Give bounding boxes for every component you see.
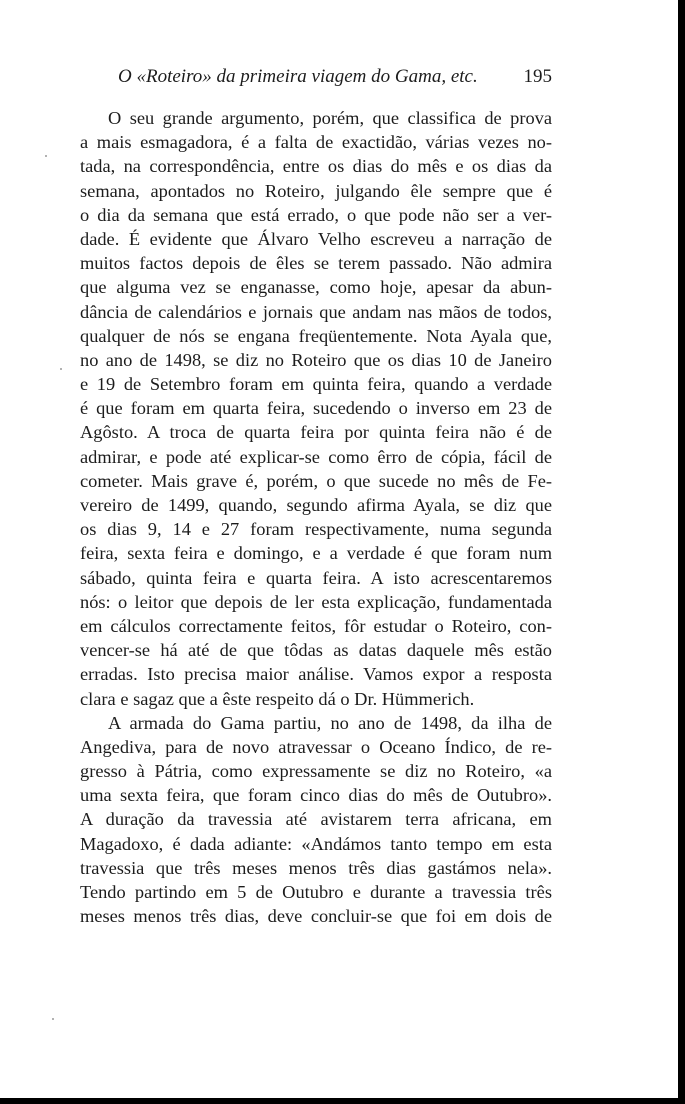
- text-line: que alguma vez se enganasse, como hoje, apesar da abun-: [80, 277, 552, 298]
- text-line: dade. É evidente que Álvaro Velho escreveu a narração de: [80, 228, 552, 249]
- scan-speck: [45, 155, 47, 157]
- text-line: gresso à Pátria, como expressamente se diz no Roteiro, «a: [80, 761, 552, 782]
- text-line: clara e sagaz que a êste respeito dá o Dr. Hümmerich.: [80, 688, 475, 709]
- page-number: 195: [523, 66, 552, 87]
- body-text: [80, 106, 552, 928]
- paragraph-1: [80, 106, 552, 711]
- text-line: a mais esmagadora, é a falta de exactidão, várias vezes no-: [80, 132, 552, 153]
- paragraph-2: [80, 711, 552, 929]
- text-line: travessia que três meses menos três dias gastámos nela».: [80, 857, 552, 878]
- text-line: O seu grande argumento, porém, que classifica de prova: [108, 108, 552, 128]
- text-line: feira, sexta feira e domingo, e a verdade é que foram num: [80, 543, 552, 564]
- text-line: nós: o leitor que depois de ler esta explicação, fundamentada: [80, 591, 552, 612]
- scan-border-bottom: [0, 1098, 685, 1104]
- text-line: Magadoxo, é dada adiante: «Andámos tanto tempo em esta: [80, 833, 552, 854]
- text-line: sábado, quinta feira e quarta feira. A isto acrescentaremos: [80, 567, 552, 588]
- text-line: os dias 9, 14 e 27 foram respectivamente, numa segunda: [80, 519, 552, 540]
- text-line: é que foram em quarta feira, sucedendo o inverso em 23 de: [80, 398, 552, 419]
- running-title: O «Roteiro» da primeira viagem do Gama, etc.: [118, 66, 478, 87]
- scan-border-right: [678, 0, 685, 1104]
- text-line: dância de calendários e jornais que andam nas mãos de todos,: [80, 301, 552, 322]
- text-line: semana, apontados no Roteiro, julgando êle sempre que é: [80, 180, 552, 201]
- book-page: [80, 58, 552, 928]
- text-line: e 19 de Setembro foram em quinta feira, quando a verdade: [80, 374, 552, 395]
- text-line: Angediva, para de novo atravessar o Oceano Índico, de re-: [80, 736, 552, 757]
- text-line: cometer. Mais grave é, porém, o que sucede no mês de Fe-: [80, 470, 552, 491]
- text-line: Agôsto. A troca de quarta feira por quinta feira não é de: [80, 422, 552, 443]
- text-line: A duração da travessia até avistarem terra africana, em: [80, 809, 552, 830]
- text-line: qualquer de nós se engana freqüentemente. Nota Ayala que,: [80, 325, 552, 346]
- text-line: tada, na correspondência, entre os dias do mês e os dias da: [80, 156, 552, 177]
- text-line: em cálculos correctamente feitos, fôr estudar o Roteiro, con-: [80, 615, 552, 636]
- text-line: muitos factos depois de êles se terem passado. Não admira: [80, 253, 552, 274]
- text-line: A armada do Gama partiu, no ano de 1498, da ilha de: [108, 712, 552, 733]
- text-line: Tendo partindo em 5 de Outubro e durante a travessia três: [80, 882, 552, 902]
- text-line: vencer-se há até de que tôdas as datas daquele mês estão: [80, 640, 552, 661]
- text-line: no ano de 1498, se diz no Roteiro que os dias 10 de Janeiro: [80, 349, 552, 370]
- text-line: meses menos três dias, deve concluir-se que foi em dois de: [80, 906, 552, 927]
- running-head: [80, 58, 552, 98]
- text-line: erradas. Isto precisa maior análise. Vamos expor a resposta: [80, 664, 552, 685]
- text-line: o dia da semana que está errado, o que pode não ser a ver-: [80, 204, 552, 225]
- text-line: admirar, e pode até explicar-se como êrro de cópia, fácil de: [80, 446, 552, 467]
- text-line: vereiro de 1499, quando, segundo afirma Ayala, se diz que: [80, 495, 552, 515]
- scan-speck: [52, 1018, 54, 1020]
- scan-speck: [60, 368, 62, 370]
- text-line: uma sexta feira, que foram cinco dias do mês de Outubro».: [80, 785, 552, 806]
